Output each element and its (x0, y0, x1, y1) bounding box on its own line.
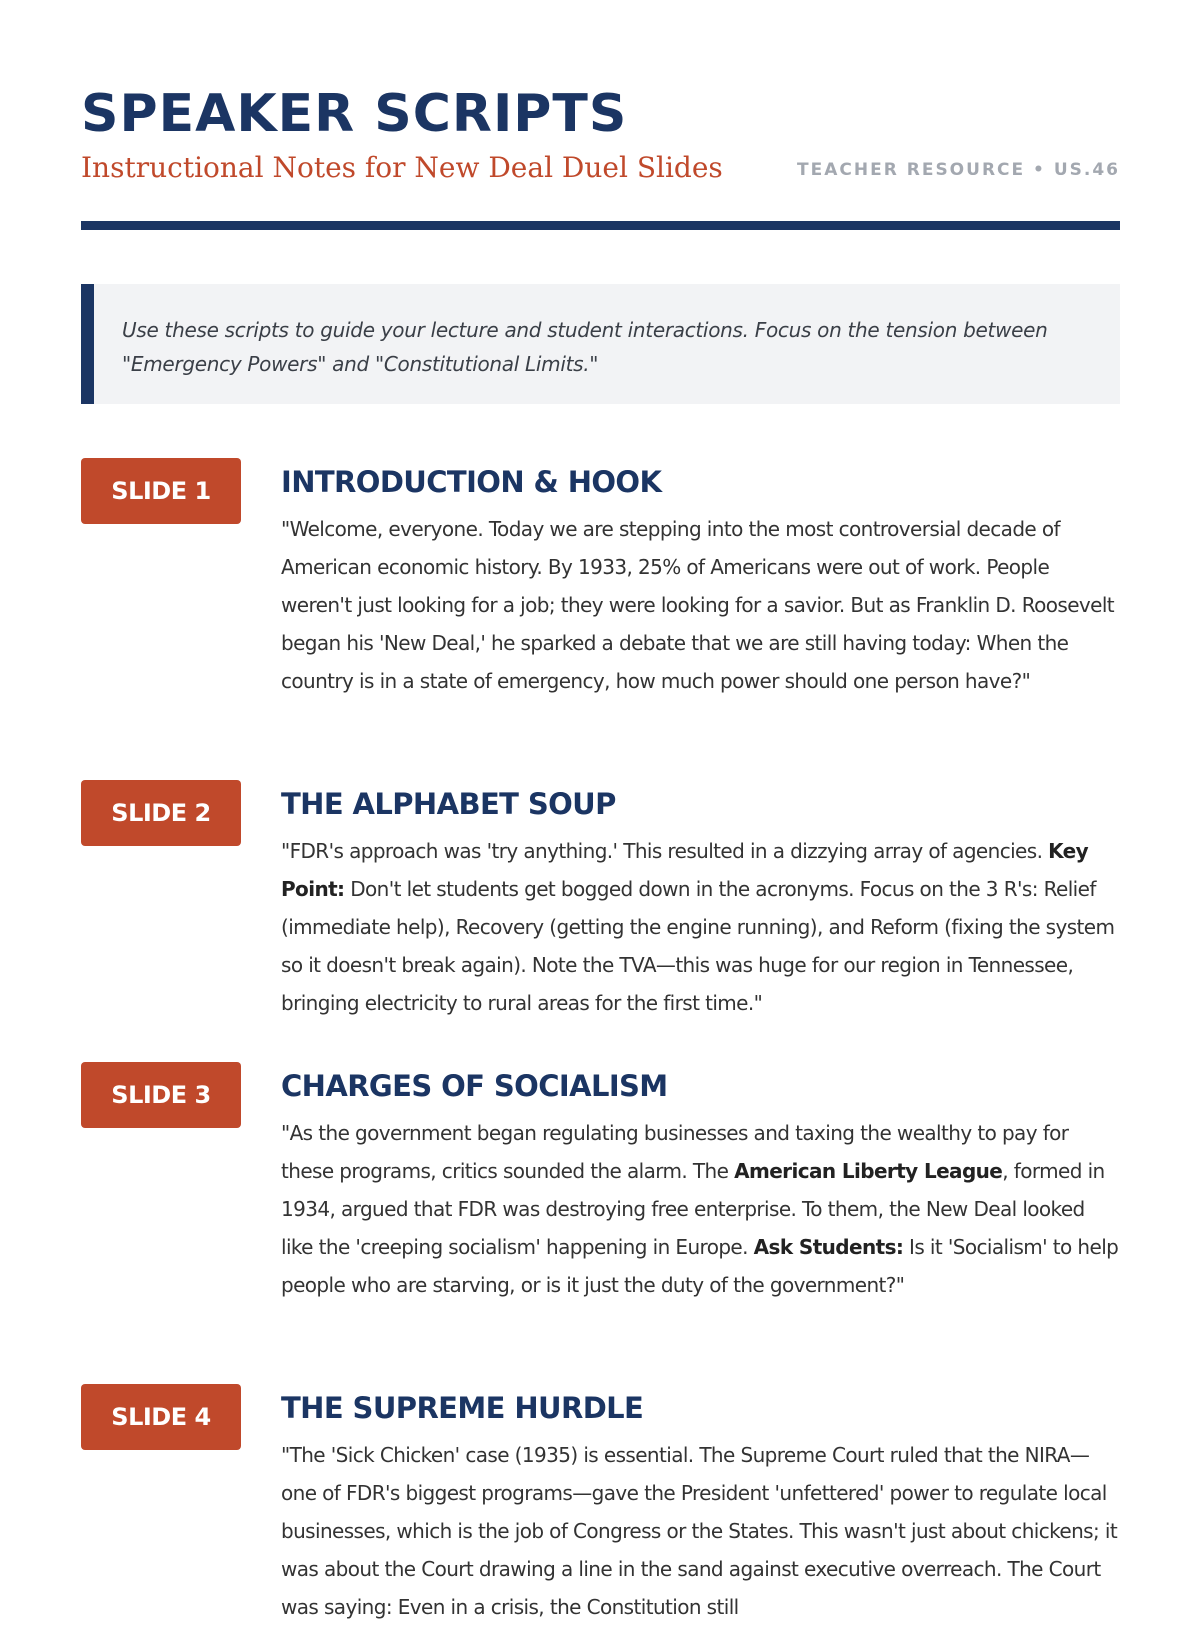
header-divider (81, 221, 1120, 230)
slide-badge: SLIDE 4 (81, 1384, 241, 1450)
slide-title: THE ALPHABET SOUP (281, 787, 616, 821)
slide-script (281, 832, 1120, 1022)
script-text: Is it 'Socialism' to help people who are starving, or is it just the duty of the government?" (281, 1235, 1119, 1297)
slide-badge: SLIDE 2 (81, 780, 241, 846)
script-text: , formed in 1934, argued that FDR was destroying free enterprise. To them, the New Deal looked like the 'creeping socialism' happening in Europe. (281, 1159, 1105, 1259)
script-emphasis: Ask Students: (753, 1235, 904, 1259)
script-emphasis: American Liberty League (734, 1159, 1003, 1183)
slide-title: CHARGES OF SOCIALISM (281, 1069, 668, 1103)
subtitle-row (81, 148, 1120, 192)
page-subtitle: Instructional Notes for New Deal Duel Slides (81, 151, 723, 184)
resource-tag: TEACHER RESOURCE • US.46 (797, 160, 1120, 180)
slide-body (281, 458, 1120, 700)
slide-body (281, 1384, 1120, 1626)
header (81, 84, 1120, 192)
slide-script (281, 1114, 1120, 1304)
script-emphasis: Key Point: (281, 839, 1089, 901)
slide-badge: SLIDE 3 (81, 1062, 241, 1128)
script-text: Don't let students get bogged down in the acronyms. Focus on the 3 R's: Relief (immediate help), Recovery (getting the engine running), and Reform (fixing the system so it doesn't break again). Note the TVA—this was huge for our region in Tennessee, bringing electricity to rural areas for the first time." (281, 877, 1115, 1015)
script-text: "FDR's approach was 'try anything.' This resulted in a dizzying array of agencies. (281, 839, 1049, 863)
page-title: SPEAKER SCRIPTS (81, 84, 628, 144)
slide-title: INTRODUCTION & HOOK (281, 465, 662, 499)
slide-title: THE SUPREME HURDLE (281, 1391, 644, 1425)
slide-badge: SLIDE 1 (81, 458, 241, 524)
slide-body (281, 1062, 1120, 1304)
script-text: "As the government began regulating businesses and taxing the wealthy to pay for these programs, critics sounded the alarm. The (281, 1121, 1069, 1183)
slide-script: "Welcome, everyone. Today we are stepping into the most controversial decade of American economic history. By 1933, 25% of Americans were out of work. People weren't just looking for a job; they were looking for a savior. But as Franklin D. Roosevelt began his 'New Deal,' he sparked a debate that we are still having today: When the country is in a state of emergency, how much power should one person have?" (281, 517, 1115, 693)
slide-script: "The 'Sick Chicken' case (1935) is essential. The Supreme Court ruled that the NIRA—one of FDR's biggest programs—gave the President 'unfettered' power to regulate local businesses, which is the job of Congress or the States. This wasn't just about chickens; it was about the Court drawing a line in the sand against executive overreach. The Court was saying: Even in a crisis, the Constitution still (281, 1443, 1118, 1619)
slide-body (281, 780, 1120, 1022)
intro-text: Use these scripts to guide your lecture and student interactions. Focus on the tension between "Emergency Powers" and "Constitutional Limits." (122, 318, 1048, 376)
intro-callout (81, 284, 1120, 404)
